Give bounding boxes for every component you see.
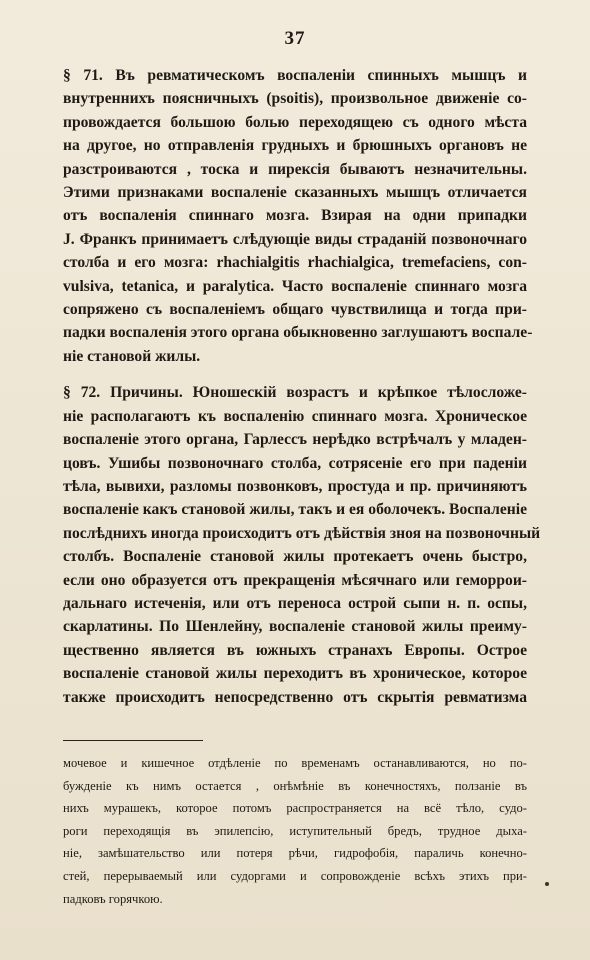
text-line: отъ воспаленія спиннаго мозга. Взирая на одни припадки: [63, 207, 527, 225]
text-line: щественно является въ южныхъ странахъ Европы. Острое: [63, 641, 527, 659]
text-line: воспаленіе этого органа, Гарлессъ нерѣдко встрѣчалъ у младен-: [63, 431, 527, 449]
footnote-line: бужденіе къ нимъ остается , онѣмѣніе въ конечностяхъ, ползаніе въ: [63, 778, 527, 793]
text-line: столбъ. Воспаленіе становой жилы протекаетъ очень быстро,: [63, 548, 527, 566]
text-line: цовъ. Ушибы позвоночнаго столба, сотрясеніе его при паденіи: [63, 454, 527, 472]
text-line: тѣла, вывихи, разломы позвонковъ, простуда и пр. причиняютъ: [63, 477, 527, 495]
main-text: [63, 64, 541, 709]
text-line: ніе располагаютъ къ воспаленію спиннаго мозга. Хроническое: [63, 407, 527, 425]
footnote: [63, 752, 527, 910]
text-line: vulsiva, tetanica, и paralytica. Часто воспаленіе спиннаго мозга: [63, 277, 527, 295]
text-line: § 72. Причины. Юношескій возрастъ и крѣпкое тѣлосложе-: [63, 384, 527, 402]
text-line: ніе становой жилы.: [63, 347, 201, 365]
text-line: столба и его мозга: rhachialgitis rhachialgica, tremefaciens, con-: [63, 254, 527, 272]
text-line: послѣднихъ иногда происходитъ отъ дѣйствія зноя на позвоночный: [63, 524, 541, 542]
footnote-line: падковъ горячкою.: [63, 891, 163, 906]
text-line: § 71. Въ ревматическомъ воспаленіи спинныхъ мышцъ и: [63, 67, 527, 84]
footnote-line: мочевое и кишечное отдѣленіе по временамъ останавливаются, но по-: [63, 756, 527, 770]
page-speck-mark: [545, 882, 549, 886]
text-line: сопряжено съ воспаленіемъ общаго чувствилища и тогда при-: [63, 301, 527, 319]
text-line: также происходитъ непосредственно отъ скрытія ревматизма: [63, 688, 527, 706]
text-line: на другое, но отправленія грудныхъ и брюшныхъ органовъ не: [63, 137, 527, 155]
text-line: воспаленіе становой жилы переходитъ въ хроническое, которое: [63, 665, 527, 683]
text-line: внутреннихъ поясничныхъ (psoitis), произвольное движеніе со-: [63, 90, 527, 108]
footnote-line: роги переходящія въ эпилепсію, иступительный бредъ, трудное дыха-: [63, 823, 527, 838]
footnote-line: ніе, замѣшательство или потеря рѣчи, гидрофобія, параличь конечно-: [63, 846, 527, 861]
footnote-line: нихъ мурашекъ, которое потомъ распространяется на всё тѣло, судо-: [63, 801, 527, 816]
footnote-divider: [63, 740, 203, 741]
text-line: скарлатины. По Шенлейну, воспаленіе становой жилы преиму-: [63, 618, 527, 636]
text-line: Этими признаками воспаленіе сказанныхъ мышцъ отличается: [63, 184, 527, 202]
text-line: разстроиваются , тоска и пирексія бываютъ незначительны.: [63, 160, 527, 178]
page-number: 37: [284, 28, 306, 49]
text-line: если оно образуется отъ прекращенія мѣсячнаго или геморрои-: [63, 571, 527, 589]
text-line: провождается большою болью переходящею съ одного мѣста: [63, 113, 527, 131]
paragraph-71: [63, 64, 533, 368]
footnote-line: стей, перерываемый или судоргами и сопровожденіе всѣхъ этихъ при-: [63, 868, 527, 883]
text-line: J. Франкъ принимаетъ слѣдующіе виды страданій позвоночнаго: [63, 230, 527, 248]
text-line: дальнаго истеченія, или отъ переноса острой сыпи н. п. оспы,: [63, 594, 527, 612]
text-line: падки воспаленія этого органа обыкновенно заглушаютъ воспале-: [63, 324, 533, 342]
text-line: воспаленіе какъ становой жилы, такъ и ея оболочекъ. Воспаленіе: [63, 501, 527, 519]
paragraph-72: [63, 381, 541, 709]
